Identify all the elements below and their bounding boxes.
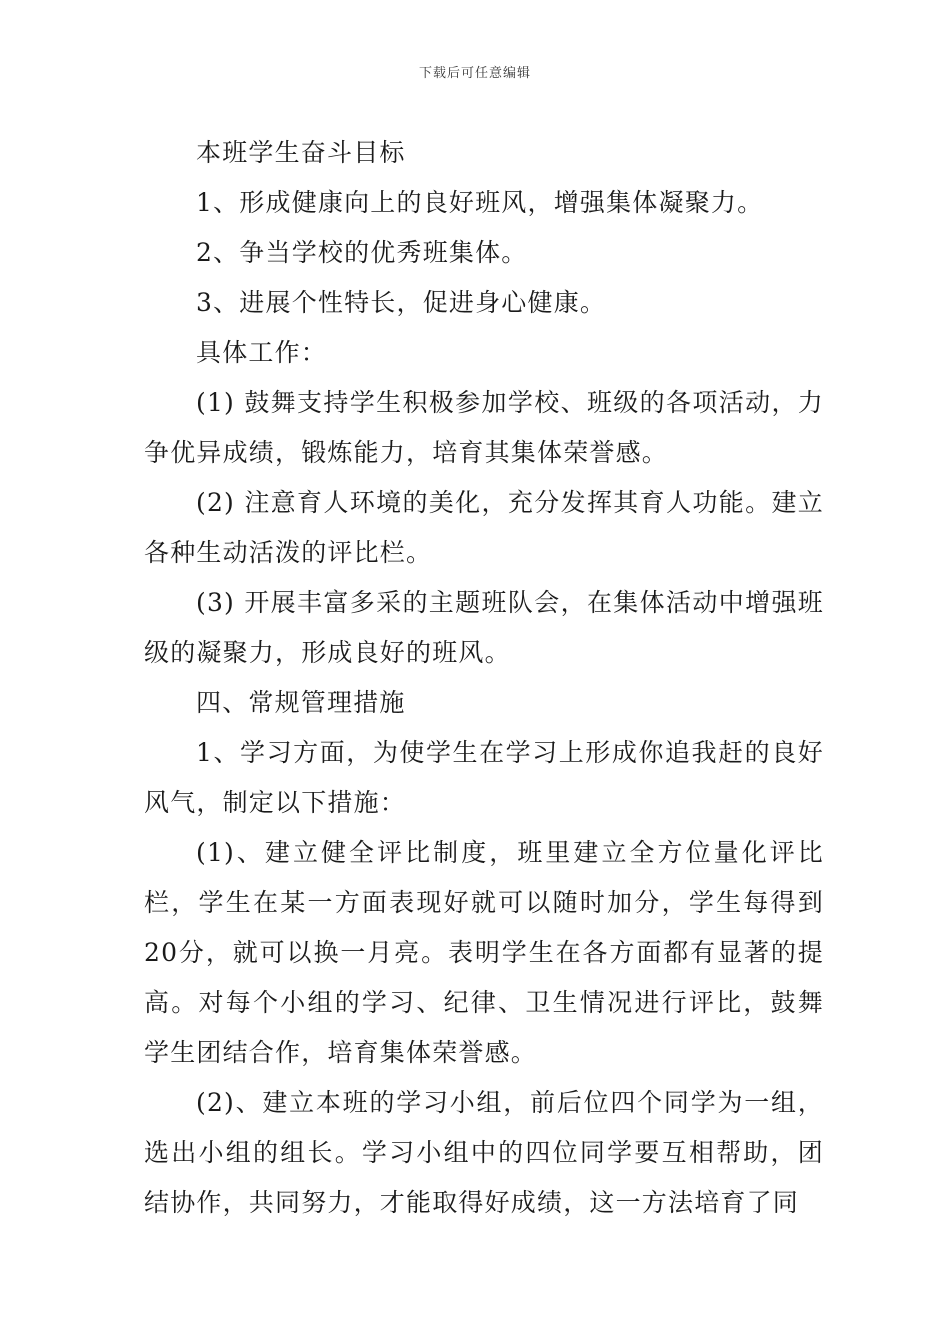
section-title-work: 具体工作： xyxy=(196,338,328,367)
document-body xyxy=(144,128,824,1228)
goal-item-2: 2、争当学校的优秀班集体。 xyxy=(196,238,528,267)
work-item-1: (1) 鼓舞支持学生积极参加学校、班级的各项活动，力争优异成绩，锻炼能力，培育其集体荣誉感。 xyxy=(144,388,824,467)
management-item-study: 1、学习方面，为使学生在学习上形成你追我赶的良好风气，制定以下措施： xyxy=(144,738,824,817)
measure-item-2: (2)、建立本班的学习小组，前后位四个同学为一组，选出小组的组长。学习小组中的四位同学要互相帮助，团结协作，共同努力，才能取得好成绩，这一方法培育了同 xyxy=(144,1088,824,1217)
section-title-goals: 本班学生奋斗目标 xyxy=(196,138,406,167)
section-title-management: 四、常规管理措施 xyxy=(196,688,406,717)
measure-item-1: (1)、建立健全评比制度，班里建立全方位量化评比栏，学生在某一方面表现好就可以随时加分，学生每得到20分，就可以换一月亮。表明学生在各方面都有显著的提高。对每个小组的学习、纪律、卫生情况进行评比，鼓舞学生团结合作，培育集体荣誉感。 xyxy=(144,838,824,1067)
goal-item-1: 1、形成健康向上的良好班风，增强集体凝聚力。 xyxy=(196,188,764,217)
page-header-note: 下载后可任意编辑 xyxy=(418,66,531,81)
work-item-2: (2) 注意育人环境的美化，充分发挥其育人功能。建立各种生动活泼的评比栏。 xyxy=(144,488,824,567)
goal-item-3: 3、进展个性特长，促进身心健康。 xyxy=(196,288,607,317)
work-item-3: (3) 开展丰富多采的主题班队会，在集体活动中增强班级的凝聚力，形成良好的班风。 xyxy=(144,588,824,667)
